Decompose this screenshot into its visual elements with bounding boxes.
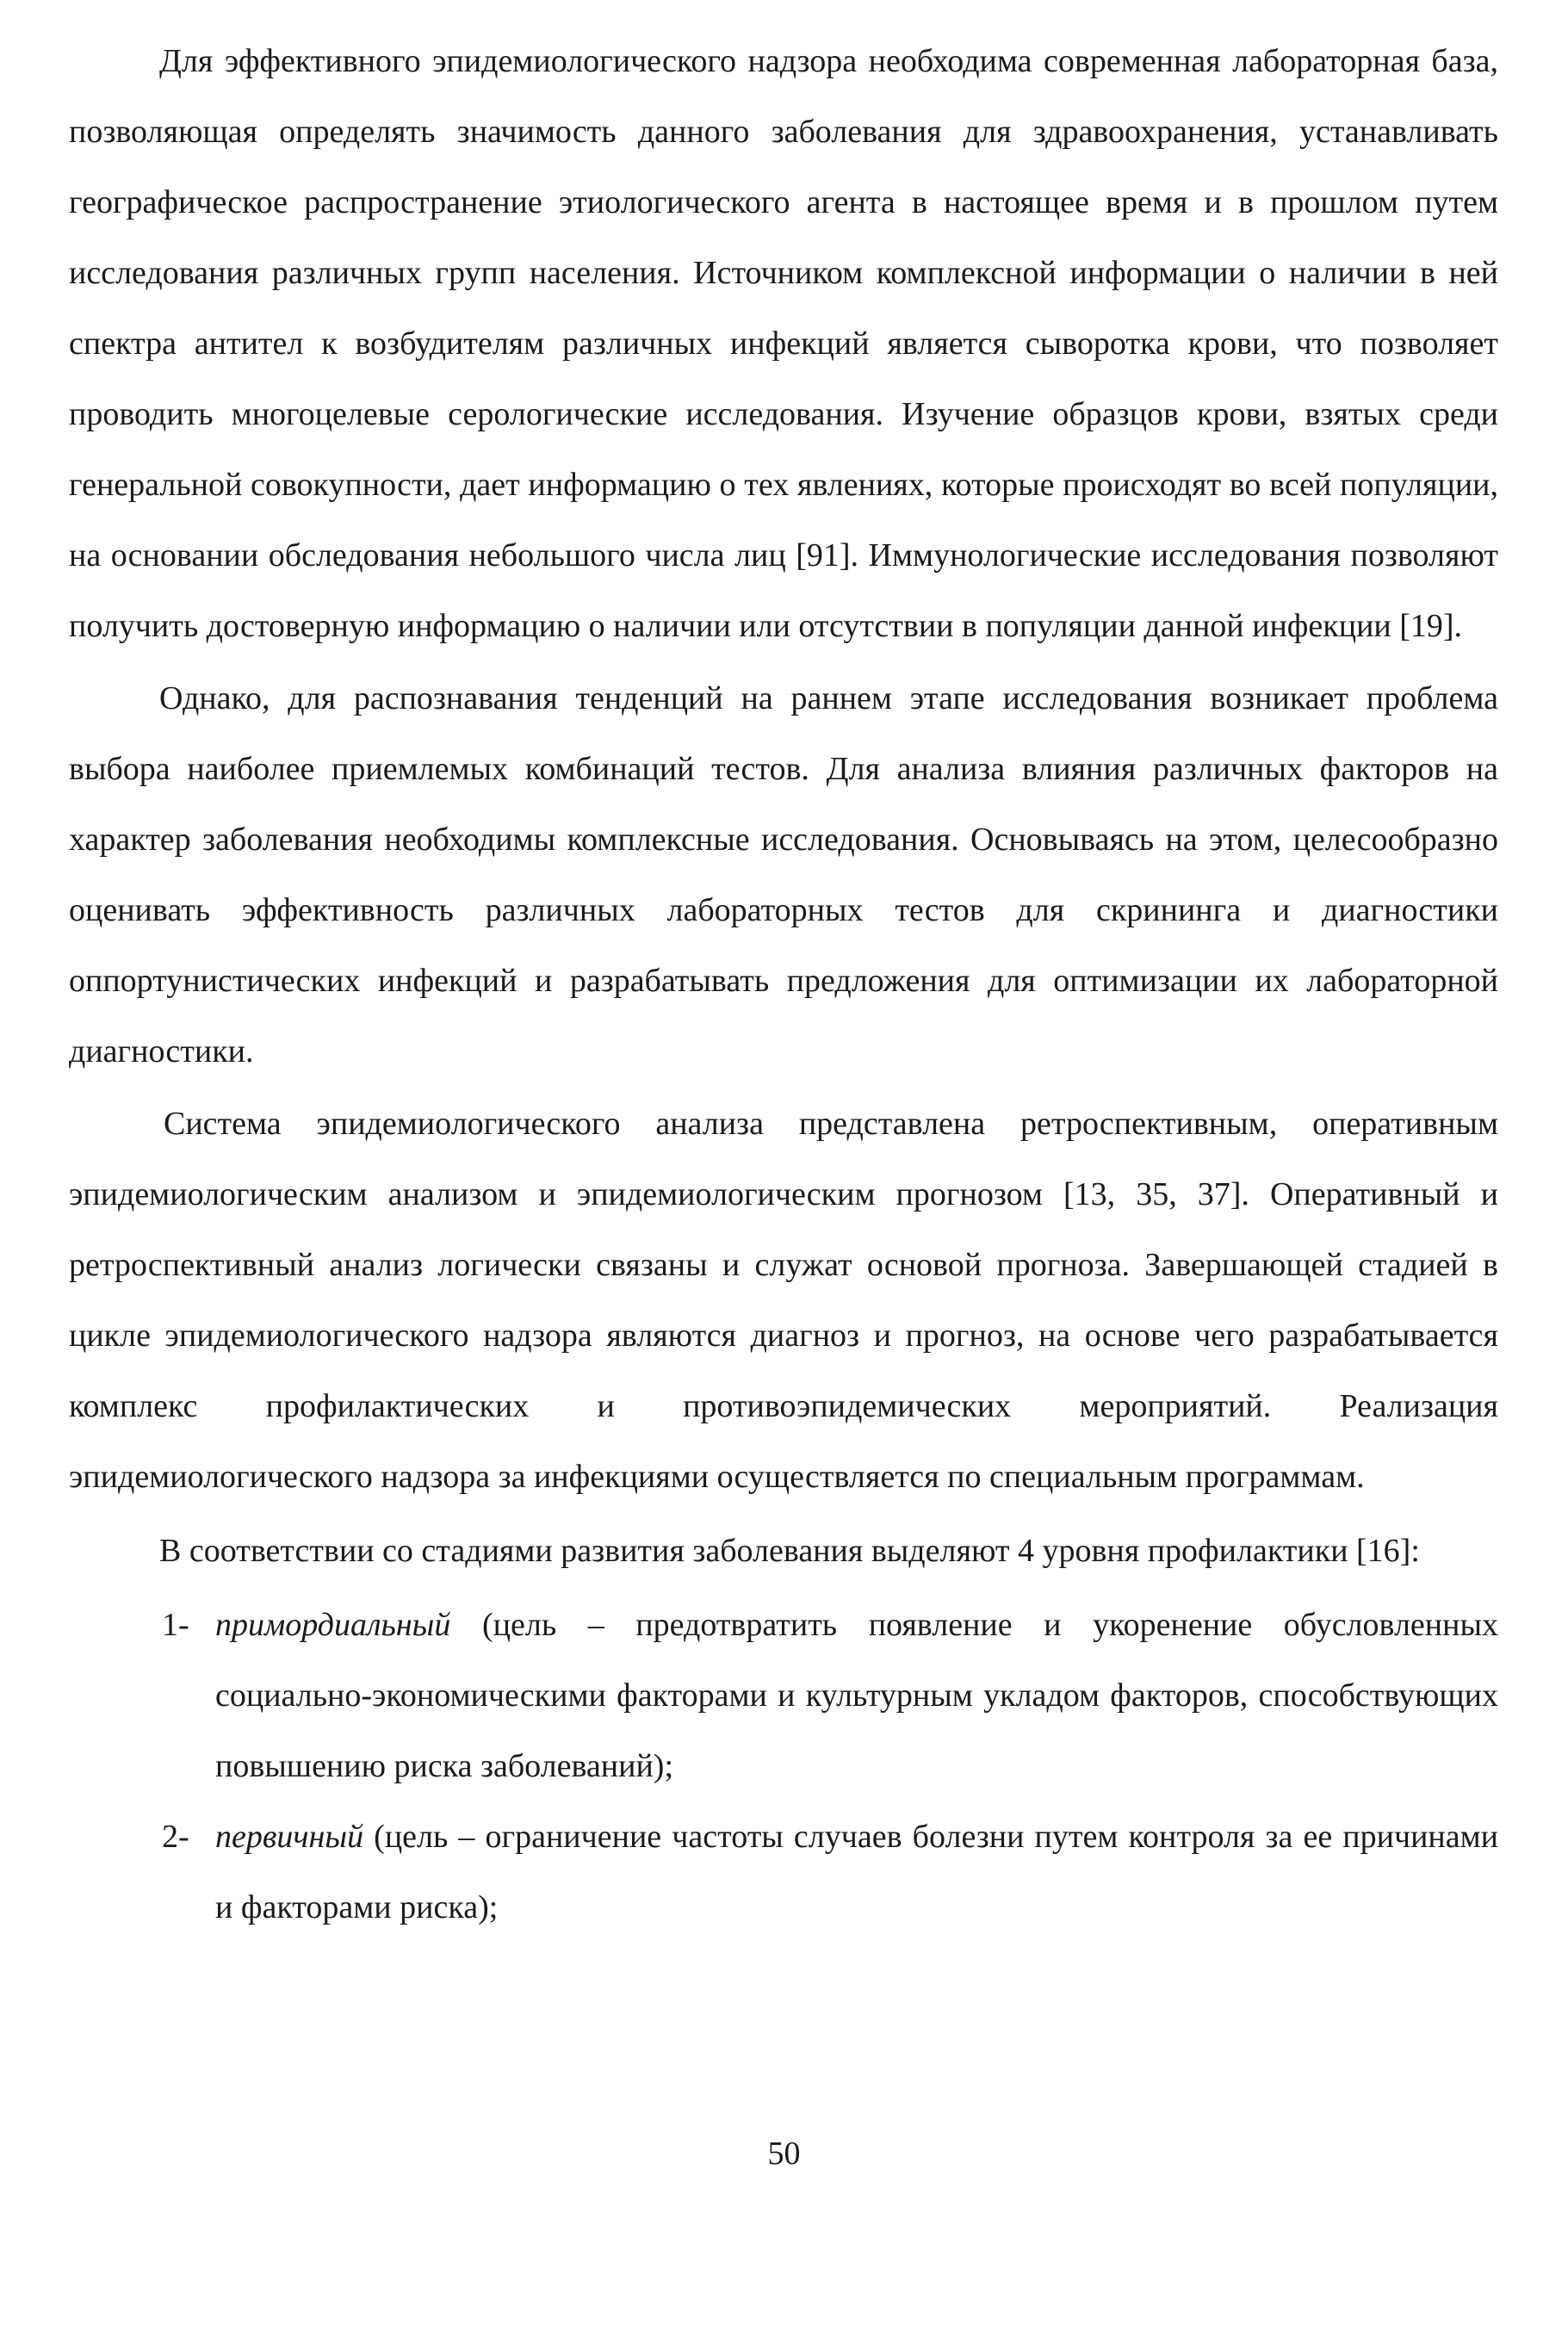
page-body <box>69 26 1498 1943</box>
list-marker: 2- <box>162 1819 189 1855</box>
prevention-levels-list <box>69 1590 1498 1943</box>
level-description: (цель – предотвратить появление и укоренение обусловленных социально-экономическими факторами и культурным укладом факторов, способствующих повышению риска заболеваний); <box>215 1607 1498 1784</box>
list-item-primary <box>69 1801 1498 1943</box>
level-term: примордиальный <box>215 1607 451 1643</box>
level-term: первичный <box>215 1819 364 1855</box>
paragraph-test-combinations: Однако, для распознавания тенденций на раннем этапе исследования возникает проблема выбора наиболее приемлемых комбинаций тестов. Для анализа влияния различных факторов на характер заболевания необходимы комплексные исследования. Основываясь на этом, целесообразно оценивать эффективность различных лабораторных тестов для скрининга и диагностики оппортунистических инфекций и разрабатывать предложения для оптимизации их лабораторной диагностики. <box>69 680 1498 1070</box>
level-description: (цель – ограничение частоты случаев болезни путем контроля за ее причинами и факторами риска); <box>215 1819 1498 1925</box>
paragraph-prevention-levels-intro: В соответствии со стадиями развития заболевания выделяют 4 уровня профилактики [16]: <box>159 1533 1420 1569</box>
list-marker: 1- <box>162 1607 189 1643</box>
paragraph-surveillance-lab-base: Для эффективного эпидемиологического надзора необходима современная лабораторная база, позволяющая определять значимость данного заболевания для здравоохранения, устанавливать географическое распространение этиологического агента в настоящее время и в прошлом путем исследования различных групп населения. Источником комплексной информации о наличии в ней спектра антител к возбудителям различных инфекций является сыворотка крови, что позволяет проводить многоцелевые серологические исследования. Изучение образцов крови, взятых среди генеральной совокупности, дает информацию о тех явлениях, которые происходят во всей популяции, на основании обследования небольшого числа лиц [91]. Иммунологические исследования позволяют получить достоверную информацию о наличии или отсутствии в популяции данной инфекции [19]. <box>69 43 1498 644</box>
page-number: 50 <box>767 2136 801 2172</box>
paragraph-analysis-system: Система эпидемиологического анализа представлена ретроспективным, оперативным эпидемиологическим анализом и эпидемиологическим прогнозом [13, 35, 37]. Оперативный и ретроспективный анализ логически связаны и служат основой прогноза. Завершающей стадией в цикле эпидемиологического надзора являются диагноз и прогноз, на основе чего разрабатывается комплекс профилактических и противоэпидемических мероприятий. Реализация эпидемиологического надзора за инфекциями осуществляется по специальным программам. <box>69 1106 1498 1495</box>
list-item-primordial <box>69 1590 1498 1801</box>
